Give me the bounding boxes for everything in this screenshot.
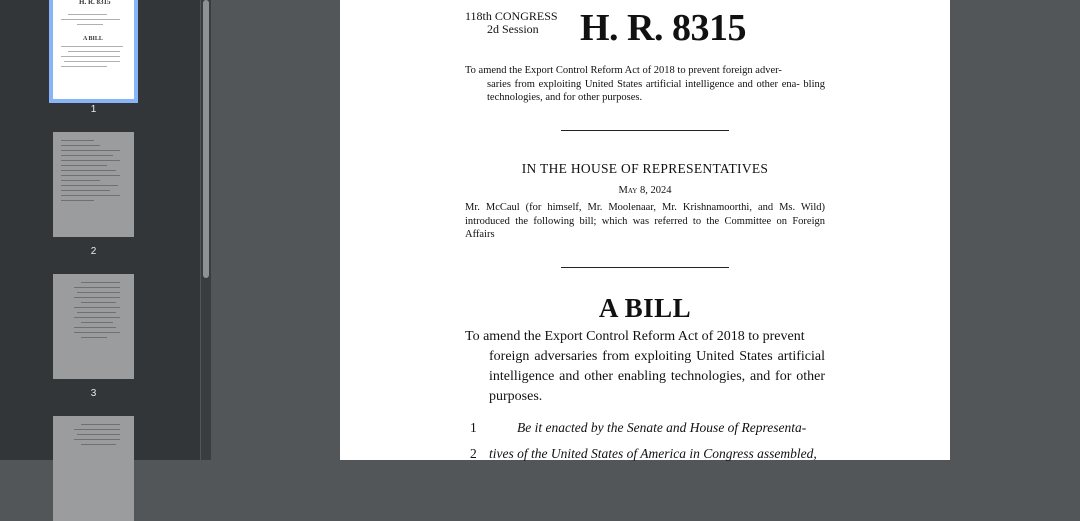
thumbnail-title: H. R. 8315 — [79, 0, 111, 6]
house-heading: IN THE HOUSE OF REPRESENTATIVES — [521, 161, 769, 176]
bill-number: H. R. 8315 — [580, 7, 746, 49]
line-text: tives of the United States of America in Congress assembled, — [489, 446, 817, 461]
a-bill-heading: A BILL — [598, 293, 692, 323]
sidebar-scrollbar[interactable] — [201, 0, 211, 460]
bill-purpose-header — [465, 64, 825, 105]
document-page — [340, 0, 950, 460]
page-thumbnail-2[interactable] — [53, 132, 134, 237]
sidebar-scroll-thumb[interactable] — [203, 0, 209, 278]
purpose-first-line: To amend the Export Control Reform Act of 2018 to prevent foreign adver- — [465, 65, 782, 76]
page-thumbnail-4[interactable] — [53, 416, 134, 521]
purpose-big-rest: foreign adversaries from exploiting United States artificial intelligence and other enabling technologies, and for other purposes. — [489, 349, 825, 404]
thumbnail-bill-heading: A BILL — [83, 36, 103, 42]
page-number-3: 3 — [90, 388, 97, 399]
line-text: Be it enacted by the Senate and House of Representa- — [517, 420, 807, 435]
congress-label: 118th CONGRESS — [465, 9, 558, 23]
sponsors-paragraph: Mr. McCaul (for himself, Mr. Moolenaar, Mr. Krishnamoorthi, and Ms. Wild) introduced the following bill; which was referred to the Committee on Foreign Affairs — [465, 202, 825, 240]
page-number-1: 1 — [90, 104, 97, 115]
congress-session — [465, 10, 558, 36]
purpose-rest: saries from exploiting United States artificial intelligence and other ena- bling technologies, and for other purposes. — [487, 78, 825, 103]
line-number: 2 — [470, 446, 477, 461]
purpose-big-first-line: To amend the Export Control Reform Act of 2018 to prevent — [465, 329, 805, 344]
page-thumbnail-3[interactable] — [53, 274, 134, 379]
divider-top — [561, 130, 729, 131]
page-thumbnail-1[interactable] — [53, 0, 134, 99]
bill-purpose-body — [465, 327, 825, 407]
line-number: 1 — [470, 420, 477, 435]
thumbnail-sidebar — [0, 0, 200, 460]
session-label: 2d Session — [487, 22, 539, 36]
page-number-2: 2 — [90, 246, 97, 257]
introduction-date: May 8, 2024 — [618, 185, 672, 196]
divider-bottom — [561, 267, 729, 268]
